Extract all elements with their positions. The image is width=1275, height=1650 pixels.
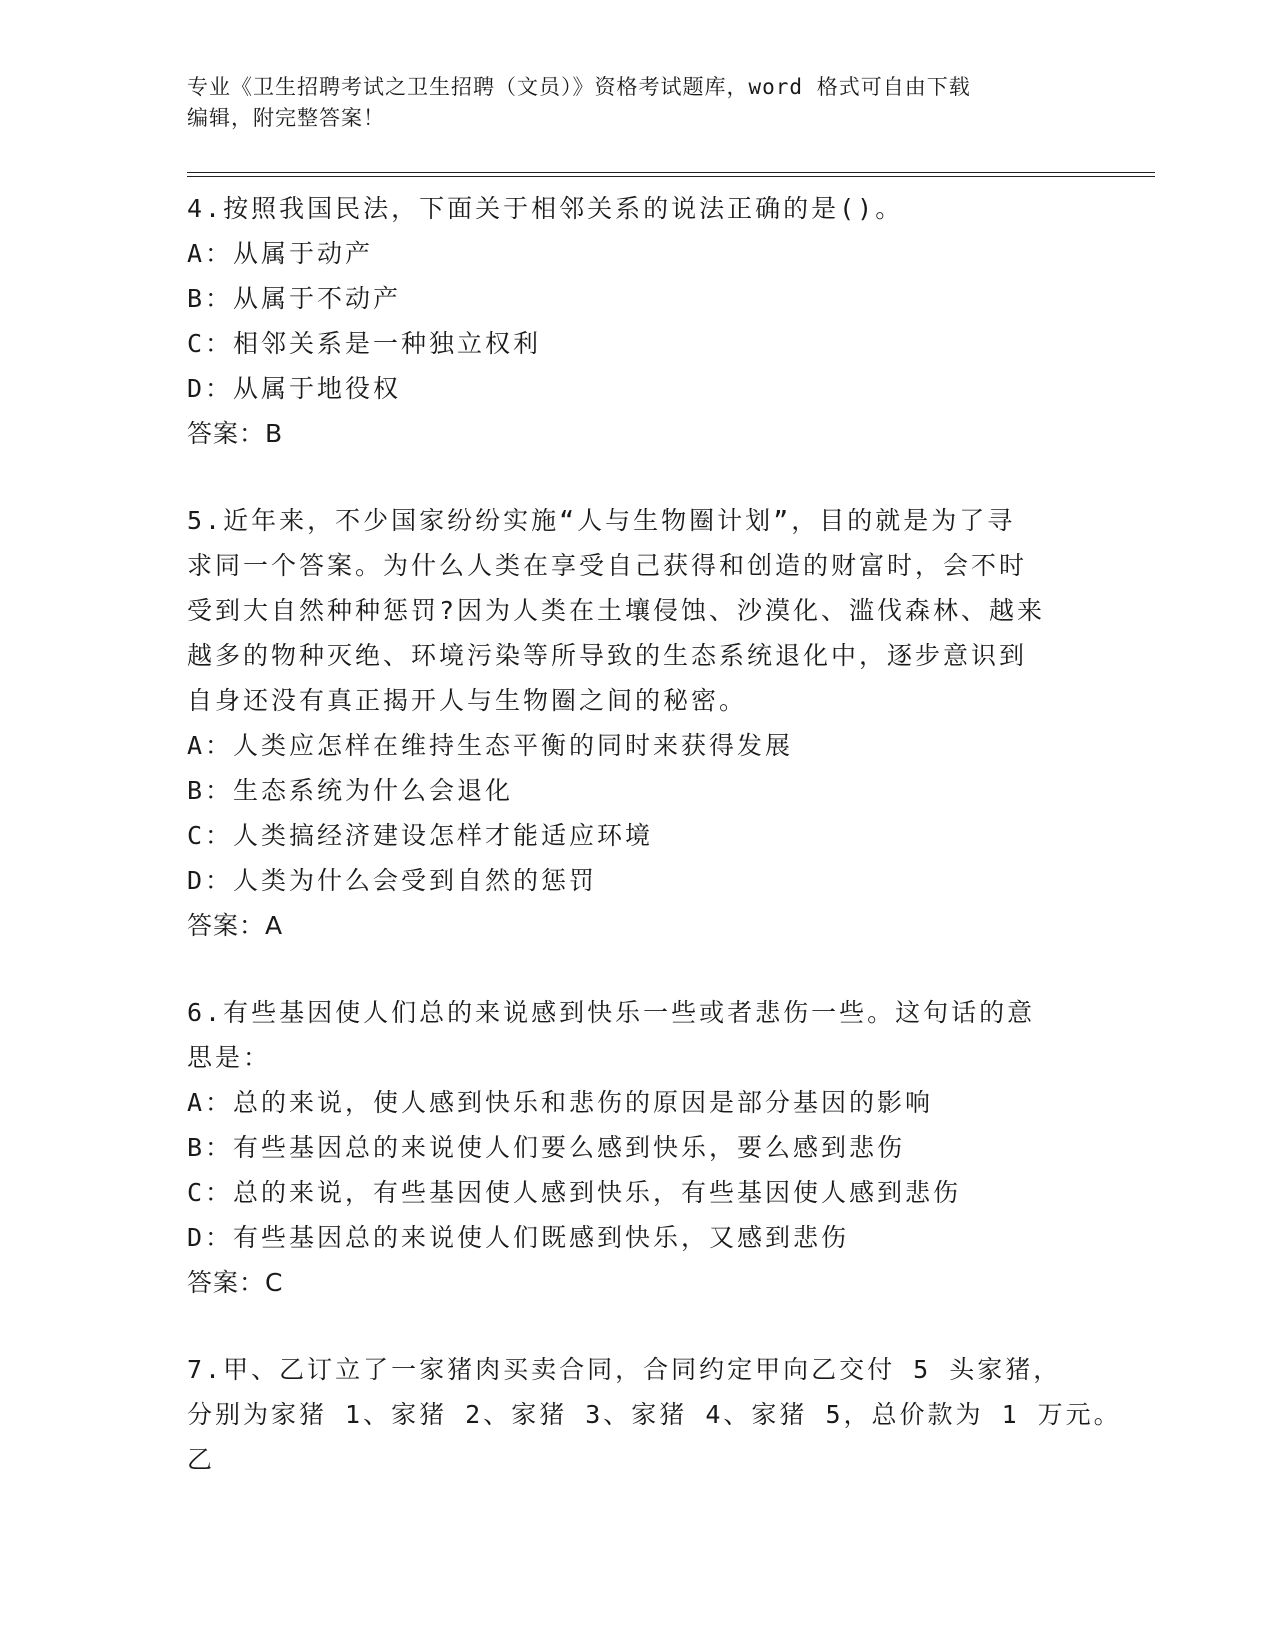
option-d: D：有些基因总的来说使人们既感到快乐，又感到悲伤 (187, 1223, 850, 1252)
answer: 答案：A (187, 911, 284, 940)
document-header-line-2: 编辑，附完整答案！ (187, 106, 385, 130)
option-b: B：有些基因总的来说使人们要么感到快乐，要么感到悲伤 (187, 1133, 906, 1162)
option-a: A：从属于动产 (187, 239, 374, 268)
document-header-line-1: 专业《卫生招聘考试之卫生招聘（文员）》资格考试题库，word 格式可自由下载 (187, 75, 971, 99)
question-spacer (187, 948, 1147, 990)
question-text: 越多的物种灭绝、环境污染等所导致的生态系统退化中，逐步意识到 (187, 641, 1028, 670)
option-b: B：生态系统为什么会退化 (187, 776, 514, 805)
question-spacer (187, 1305, 1147, 1347)
option-a: A：人类应怎样在维持生态平衡的同时来获得发展 (187, 731, 794, 760)
question-4 (187, 186, 1147, 456)
question-text: 受到大自然种种惩罚?因为人类在土壤侵蚀、沙漠化、滥伐森林、越来 (187, 596, 1046, 625)
question-text: 5.近年来，不少国家纷纷实施“人与生物圈计划”，目的就是为了寻 (187, 506, 1016, 535)
question-5 (187, 498, 1147, 948)
question-6 (187, 990, 1147, 1305)
question-text: 分别为家猪 1、家猪 2、家猪 3、家猪 4、家猪 5，总价款为 1 万元。乙 (187, 1400, 1122, 1474)
option-c: C：人类搞经济建设怎样才能适应环境 (187, 821, 654, 850)
option-c: C：相邻关系是一种独立权利 (187, 329, 542, 358)
question-text: 7.甲、乙订立了一家猪肉买卖合同，合同约定甲向乙交付 5 头家猪， (187, 1355, 1062, 1384)
option-d: D：人类为什么会受到自然的惩罚 (187, 866, 598, 895)
question-text: 4.按照我国民法，下面关于相邻关系的说法正确的是()。 (187, 194, 904, 223)
question-text: 求同一个答案。为什么人类在享受自己获得和创造的财富时，会不时 (187, 551, 1028, 580)
answer: 答案：B (187, 419, 284, 448)
option-c: C：总的来说，有些基因使人感到快乐，有些基因使人感到悲伤 (187, 1178, 962, 1207)
header-divider (187, 172, 1155, 177)
question-spacer (187, 456, 1147, 498)
question-text: 自身还没有真正揭开人与生物圈之间的秘密。 (187, 686, 748, 715)
question-7 (187, 1347, 1147, 1482)
question-text: 思是： (187, 1043, 272, 1072)
option-a: A：总的来说，使人感到快乐和悲伤的原因是部分基因的影响 (187, 1088, 934, 1117)
option-d: D：从属于地役权 (187, 374, 402, 403)
document-page (187, 72, 1147, 1482)
question-text: 6.有些基因使人们总的来说感到快乐一些或者悲伤一些。这句话的意 (187, 998, 1036, 1027)
answer: 答案：C (187, 1268, 284, 1297)
option-b: B：从属于不动产 (187, 284, 402, 313)
